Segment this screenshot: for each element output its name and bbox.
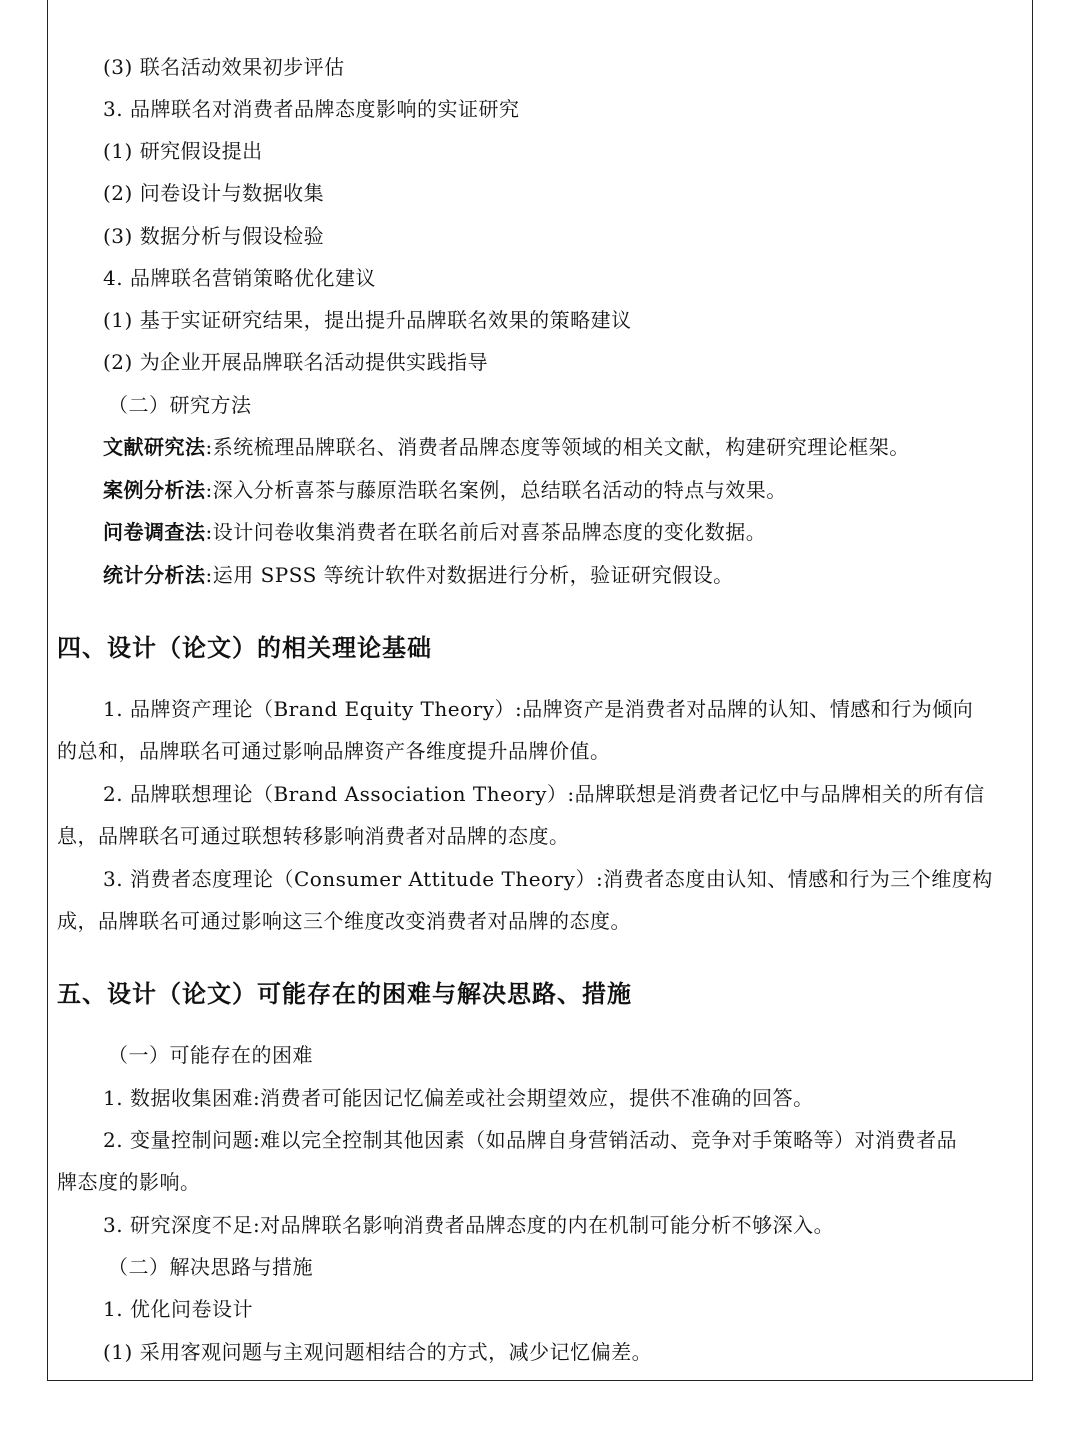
paragraph-line: 1. 品牌资产理论（Brand Equity Theory）:品牌资产是消费者对品牌的认知、情感和行为倾向 <box>103 697 974 721</box>
outline-item: (3) 联名活动效果初步评估 <box>103 55 345 79</box>
method-item <box>103 518 766 546</box>
paragraph-line: 牌态度的影响。 <box>57 1170 201 1194</box>
method-item <box>103 433 910 461</box>
section-heading: 五、设计（论文）可能存在的困难与解决思路、措施 <box>57 979 632 1008</box>
outline-item: 4. 品牌联名营销策略优化建议 <box>103 266 376 290</box>
method-text: :设计问卷收集消费者在联名前后对喜茶品牌态度的变化数据。 <box>205 520 767 544</box>
method-text: :运用 SPSS 等统计软件对数据进行分析，验证研究假设。 <box>205 563 734 587</box>
method-term: 案例分析法 <box>103 478 206 502</box>
methods-heading: （二）研究方法 <box>108 393 252 417</box>
outline-item: 1. 优化问卷设计 <box>103 1297 253 1321</box>
method-term: 问卷调查法 <box>103 520 206 544</box>
outline-item: (2) 为企业开展品牌联名活动提供实践指导 <box>103 350 489 374</box>
method-term: 文献研究法 <box>103 435 206 459</box>
paragraph-line: 2. 变量控制问题:难以完全控制其他因素（如品牌自身营销活动、竞争对手策略等）对消费者品 <box>103 1128 958 1152</box>
outline-item: (1) 基于实证研究结果，提出提升品牌联名效果的策略建议 <box>103 308 632 332</box>
method-text: :系统梳理品牌联名、消费者品牌态度等领域的相关文献，构建研究理论框架。 <box>205 435 910 459</box>
paragraph-line: 1. 数据收集困难:消费者可能因记忆偏差或社会期望效应，提供不准确的回答。 <box>103 1086 814 1110</box>
method-text: :深入分析喜茶与藤原浩联名案例，总结联名活动的特点与效果。 <box>205 478 787 502</box>
outline-item: (1) 研究假设提出 <box>103 139 263 163</box>
paragraph-line: 3. 研究深度不足:对品牌联名影响消费者品牌态度的内在机制可能分析不够深入。 <box>103 1213 835 1237</box>
outline-item: (2) 问卷设计与数据收集 <box>103 181 325 205</box>
section-heading: 四、设计（论文）的相关理论基础 <box>57 633 432 662</box>
paragraph-line: 2. 品牌联想理论（Brand Association Theory）:品牌联想是消费者记忆中与品牌相关的所有信 <box>103 782 985 806</box>
method-item <box>103 561 734 589</box>
paragraph-line: 的总和，品牌联名可通过影响品牌资产各维度提升品牌价值。 <box>57 739 611 763</box>
paragraph-line: 3. 消费者态度理论（Consumer Attitude Theory）:消费者态度由认知、情感和行为三个维度构 <box>103 867 993 891</box>
outline-item: 3. 品牌联名对消费者品牌态度影响的实证研究 <box>103 97 520 121</box>
paragraph-line: 成，品牌联名可通过影响这三个维度改变消费者对品牌的态度。 <box>57 909 631 933</box>
outline-item: (3) 数据分析与假设检验 <box>103 224 325 248</box>
outline-item: (1) 采用客观问题与主观问题相结合的方式，减少记忆偏差。 <box>103 1340 653 1364</box>
paragraph-line: 息，品牌联名可通过联想转移影响消费者对品牌的态度。 <box>57 824 570 848</box>
subheading: （一）可能存在的困难 <box>108 1043 313 1067</box>
method-item <box>103 476 787 504</box>
method-term: 统计分析法 <box>103 563 206 587</box>
subheading: （二）解决思路与措施 <box>108 1255 313 1279</box>
